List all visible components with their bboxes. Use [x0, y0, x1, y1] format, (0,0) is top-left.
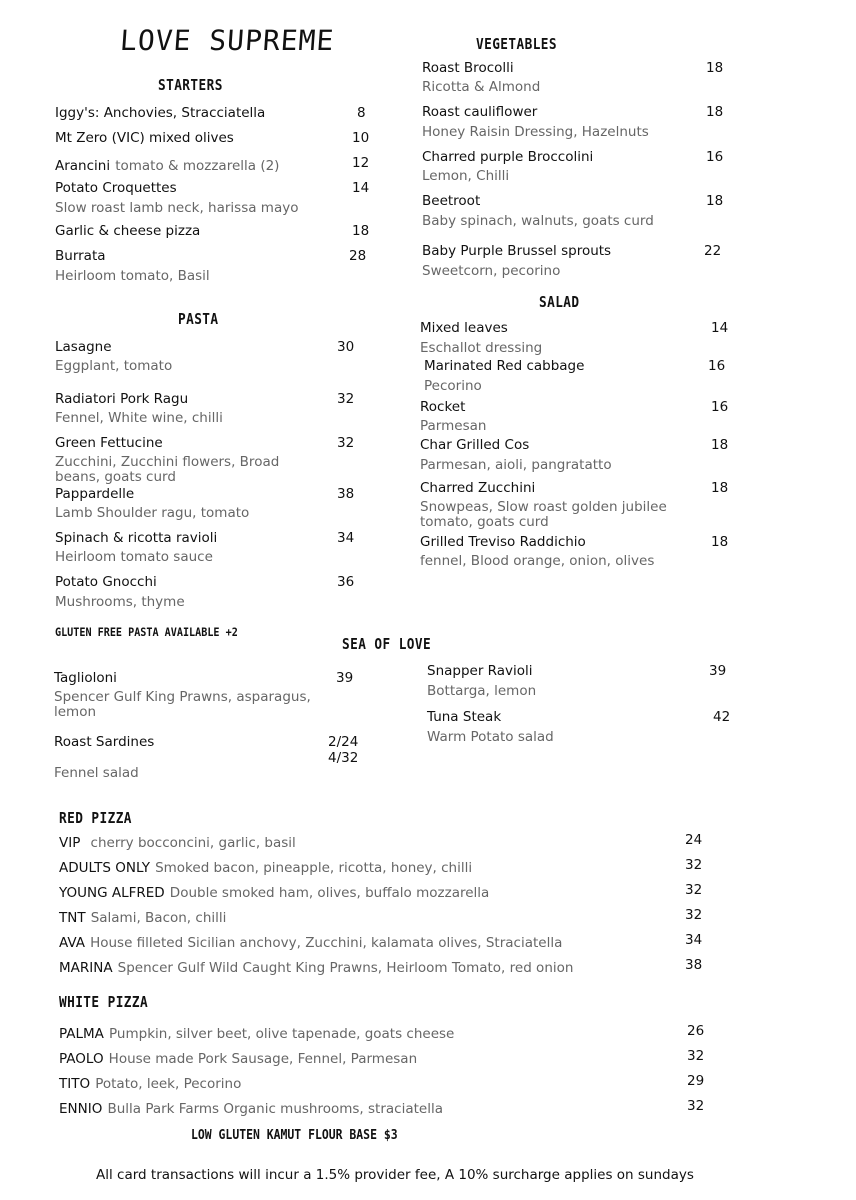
pizza-line — [59, 882, 489, 901]
pizza-line — [59, 1023, 454, 1042]
menu-item-price: 14 — [711, 320, 729, 336]
menu-item-price: 28 — [349, 248, 367, 264]
pizza-price: 32 — [687, 1048, 705, 1064]
pizza-desc: Potato, leek, Pecorino — [95, 1076, 242, 1092]
menu-item-price: 22 — [704, 243, 722, 259]
pizza-line — [59, 957, 573, 976]
menu-item-price: 16 — [708, 358, 726, 374]
white-pizza-heading: WHITE PIZZA — [59, 993, 149, 1011]
menu-item-name: Roast Sardines — [54, 734, 155, 750]
menu-item-desc: Warm Potato salad — [427, 729, 554, 745]
menu-item-desc: fennel, Blood orange, onion, olives — [420, 553, 655, 569]
menu-item-name: Spinach & ricotta ravioli — [55, 530, 218, 546]
menu-item-desc: Heirloom tomato sauce — [55, 549, 213, 565]
menu-item-price: 18 — [706, 104, 724, 120]
pizza-desc: Double smoked ham, olives, buffalo mozzarella — [169, 885, 490, 901]
pizza-name: TITO — [59, 1076, 91, 1092]
gluten-free-note: GLUTEN FREE PASTA AVAILABLE +2 — [55, 625, 238, 639]
salad-heading: SALAD — [539, 293, 580, 311]
menu-item-price: 42 — [713, 709, 731, 725]
menu-item-desc: Lemon, Chilli — [422, 168, 510, 184]
pizza-line — [59, 832, 296, 851]
menu-item-name: Iggy's: Anchovies, Stracciatella — [55, 105, 266, 121]
menu-item-name: Snapper Ravioli — [427, 663, 533, 679]
red-pizza-heading: RED PIZZA — [59, 809, 132, 827]
pizza-name: AVA — [59, 935, 85, 951]
pizza-name: VIP — [59, 835, 81, 851]
menu-item-desc: Fennel, White wine, chilli — [55, 410, 223, 426]
menu-item-name: Potato Croquettes — [55, 180, 177, 196]
menu-item-name: Roast Brocolli — [422, 60, 514, 76]
menu-item-price: 12 — [352, 155, 370, 171]
pizza-line — [59, 907, 226, 926]
pizza-line — [59, 932, 562, 951]
menu-item-name: Charred Zucchini — [420, 480, 536, 496]
surcharge-footer: All card transactions will incur a 1.5% provider fee, A 10% surcharge applies on sundays — [96, 1167, 694, 1183]
pizza-price: 29 — [687, 1073, 705, 1089]
menu-item-desc: Bottarga, lemon — [427, 683, 537, 699]
menu-item-desc: Sweetcorn, pecorino — [422, 263, 561, 279]
menu-item-desc: Honey Raisin Dressing, Hazelnuts — [422, 124, 649, 140]
menu-item-desc: Ricotta & Almond — [422, 79, 541, 95]
menu-item-name: Garlic & cheese pizza — [55, 223, 201, 239]
pizza-name: TNT — [59, 910, 86, 926]
menu-item-price: 8 — [357, 105, 366, 121]
menu-item-price: 32 — [337, 435, 355, 451]
menu-item-name: Roast cauliflower — [422, 104, 538, 120]
menu-item-price: 18 — [706, 60, 724, 76]
menu-item-price: 4/32 — [328, 750, 359, 766]
pizza-desc: Salami, Bacon, chilli — [90, 910, 227, 926]
kamut-base-note: LOW GLUTEN KAMUT FLOUR BASE $3 — [191, 1128, 398, 1143]
menu-item-line — [55, 155, 279, 174]
pizza-price: 26 — [687, 1023, 705, 1039]
menu-item-name: Potato Gnocchi — [55, 574, 157, 590]
menu-item-desc: Eschallot dressing — [420, 340, 543, 356]
menu-item-price: 30 — [337, 339, 355, 355]
menu-item-name: Tuna Steak — [427, 709, 502, 725]
menu-item-price: 18 — [706, 193, 724, 209]
menu-item-price: 2/24 — [328, 734, 359, 750]
menu-item-name: Arancini — [55, 158, 111, 174]
sea-of-love-heading: SEA OF LOVE — [342, 635, 432, 653]
pizza-price: 32 — [685, 857, 703, 873]
pizza-name: ENNIO — [59, 1101, 103, 1117]
pizza-name: PALMA — [59, 1026, 104, 1042]
menu-item-price: 18 — [711, 534, 729, 550]
menu-item-desc: Slow roast lamb neck, harissa mayo — [55, 200, 299, 216]
menu-item-name: Mt Zero (VIC) mixed olives — [55, 130, 234, 146]
menu-item-desc: Parmesan, aioli, pangratatto — [420, 457, 612, 473]
pizza-price: 34 — [685, 932, 703, 948]
menu-item-name: Beetroot — [422, 193, 481, 209]
menu-item-price: 16 — [711, 399, 729, 415]
menu-item-desc: tomato & mozzarella (2) — [115, 158, 280, 174]
pizza-name: YOUNG ALFRED — [59, 885, 165, 901]
menu-item-desc: Pecorino — [424, 378, 482, 394]
pizza-name: PAOLO — [59, 1051, 104, 1067]
pizza-desc: Pumpkin, silver beet, olive tapenade, goats cheese — [109, 1026, 455, 1042]
menu-item-price: 18 — [352, 223, 370, 239]
menu-item-desc: Mushrooms, thyme — [55, 594, 185, 610]
pizza-line — [59, 1098, 443, 1117]
pizza-price: 24 — [685, 832, 703, 848]
menu-item-price: 18 — [711, 437, 729, 453]
menu-item-price: 38 — [337, 486, 355, 502]
pizza-desc: cherry bocconcini, garlic, basil — [90, 835, 296, 851]
pizza-desc: Smoked bacon, pineapple, ricotta, honey, chilli — [155, 860, 473, 876]
menu-item-price: 34 — [337, 530, 355, 546]
menu-item-desc: Eggplant, tomato — [55, 358, 173, 374]
menu-item-desc: Lamb Shoulder ragu, tomato — [55, 505, 250, 521]
menu-item-name: Rocket — [420, 399, 466, 415]
menu-item-name: Lasagne — [55, 339, 112, 355]
pizza-name: ADULTS ONLY — [59, 860, 150, 876]
menu-item-desc: Heirloom tomato, Basil — [55, 268, 210, 284]
menu-item-name: Radiatori Pork Ragu — [55, 391, 189, 407]
menu-item-name: Burrata — [55, 248, 106, 264]
pizza-price: 32 — [687, 1098, 705, 1114]
menu-item-desc: Snowpeas, Slow roast golden jubilee tomato, goats curd — [420, 499, 667, 530]
menu-item-name: Mixed leaves — [420, 320, 508, 336]
menu-item-name: Baby Purple Brussel sprouts — [422, 243, 612, 259]
menu-item-desc: Spencer Gulf King Prawns, asparagus, lemon — [54, 689, 311, 720]
pizza-line — [59, 1073, 241, 1092]
pizza-price: 38 — [685, 957, 703, 973]
vegetables-heading: VEGETABLES — [476, 35, 558, 53]
pizza-price: 32 — [685, 882, 703, 898]
pizza-name: MARINA — [59, 960, 113, 976]
pizza-line — [59, 857, 472, 876]
pasta-heading: PASTA — [178, 310, 219, 328]
menu-item-desc: Baby spinach, walnuts, goats curd — [422, 213, 654, 229]
page-title: LOVE SUPREME — [118, 24, 336, 57]
menu-item-name: Pappardelle — [55, 486, 135, 502]
pizza-desc: House made Pork Sausage, Fennel, Parmesan — [108, 1051, 418, 1067]
pizza-price: 32 — [685, 907, 703, 923]
pizza-line — [59, 1048, 417, 1067]
menu-item-price: 14 — [352, 180, 370, 196]
menu-item-name: Marinated Red cabbage — [424, 358, 585, 374]
menu-item-desc: Fennel salad — [54, 765, 139, 781]
menu-item-desc: Zucchini, Zucchini flowers, Broad beans, goats curd — [55, 454, 280, 485]
menu-item-name: Grilled Treviso Raddichio — [420, 534, 586, 550]
menu-item-price: 10 — [352, 130, 370, 146]
menu-item-name: Charred purple Broccolini — [422, 149, 594, 165]
pizza-desc: Bulla Park Farms Organic mushrooms, straciatella — [107, 1101, 443, 1117]
menu-item-name: Green Fettucine — [55, 435, 163, 451]
menu-item-name: Char Grilled Cos — [420, 437, 530, 453]
menu-item-price: 32 — [337, 391, 355, 407]
menu-item-name: Taglioloni — [54, 670, 117, 686]
pizza-desc: House filleted Sicilian anchovy, Zucchini, kalamata olives, Straciatella — [90, 935, 563, 951]
menu-item-price: 39 — [709, 663, 727, 679]
menu-item-price: 36 — [337, 574, 355, 590]
menu-item-desc: Parmesan — [420, 418, 487, 434]
menu-item-price: 39 — [336, 670, 354, 686]
starters-heading: STARTERS — [158, 76, 223, 94]
pizza-desc: Spencer Gulf Wild Caught King Prawns, Heirloom Tomato, red onion — [117, 960, 574, 976]
menu-item-price: 16 — [706, 149, 724, 165]
menu-item-price: 18 — [711, 480, 729, 496]
